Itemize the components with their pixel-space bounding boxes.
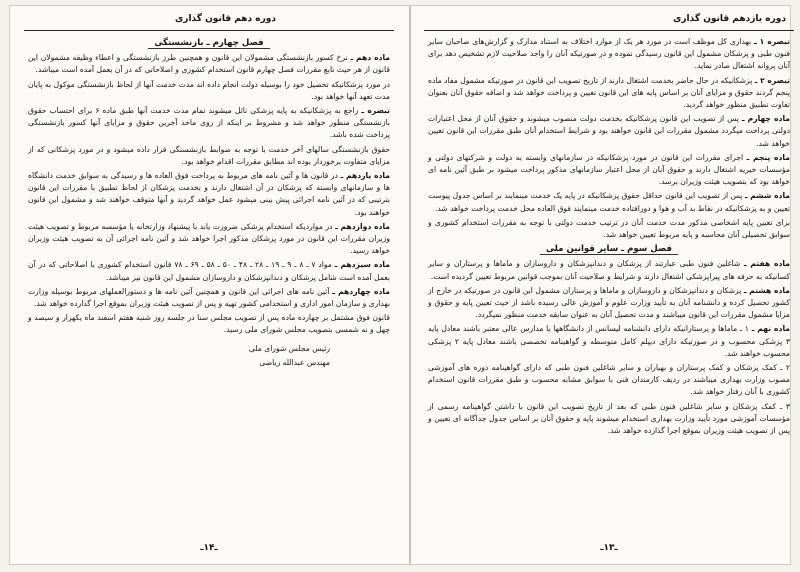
running-head-left — [24, 10, 394, 31]
ratification-statement: قانون فوق مشتمل بر چهارده ماده پس از تصویب مجلس سنا در جلسه روز شنبه هفتم اسفند ماه یکهزار و سیصد و چهل و نه شمسی بتصویب مجلس شورای ملی رسید. — [28, 313, 390, 335]
article-8: ماده هشتم ـ پزشکان و دندانپزشکان و داروسازان و ماماها و پرستاران مشمول این قانون در صورتیکه در خارج از کشور تحصیل کرده و دانشنامه آنان به تأیید وزارت علوم و آموزش عالی رسیده باشد از حیث تعیین پایه و حقوق و مزایا مشمول مقررات این قانون میباشند و مدت تحصیل آنان به عنوان سابقه خدمت منظور نمیگردد. — [428, 285, 790, 320]
running-head-title-left: دوره دهم قانون گذاری — [175, 14, 276, 24]
book-gutter — [409, 6, 411, 564]
signature-block — [28, 343, 390, 369]
article-9-clause-2: ۲ ـ کمک پزشکان و کمک پرستاران و بهیاران و سایر شاغلین فنون طبی که دارای گواهینامه دوره های آموزشی مصوب وزارت بهداری میباشند در ردیف کارمندان فنی با سوابق مشابه محسوب و طبق مقررات قانون استخدام کشوری با آنان رفتار خواهد شد. — [428, 363, 790, 397]
article-4: ماده چهارم ـ پس از تصویب این قانون پزشکانیکه بخدمت دولت منصوب میشوند و حقوق آنان از محل اعتبارات دولتی پرداخت میگردد مشمول مقررات این قانون خواهند بود و شرایط استخدام آنان طبق مقررات این قانون تعیین خواهد شد. — [428, 114, 791, 148]
page-number-left: ـ۱۴ـ — [200, 542, 218, 553]
running-head-title-right: دوره یازدهم قانون گذاری — [673, 14, 786, 24]
left-page — [24, 6, 394, 564]
note-2: تبصره ۲ ـ پزشکانیکه در حال حاضر بخدمت اشتغال دارند از تاریخ تصویب این قانون در صورتیکه مشمول مفاد ماده پنجم گردند حقوق و مزایای آنان بر اساس پایه های این قانون تعیین و پرداخت خواهد شد و اضافه حقوق آنان بعنوان تفاوت تطبیق منظور خواهد گردید. — [428, 75, 791, 110]
article-10: ماده دهم ـ نرخ کسور بازنشستگی مشمولان این قانون و همچنین طرز بازنشستگی و اعطاء وظیفه مشمولان این قانون از هر حیث تابع مقررات فصل چهارم قانون استخدام کشوری و اصلاحاتی که در آن بعمل آمده است میباشد. — [28, 53, 391, 75]
section-title-left: فصل چهارم ـ بازنشستگی — [28, 37, 390, 49]
article-9-clause-1: ماده نهم ـ ۱ ـ ماماها و پرستارانیکه دارای دانشنامه لیسانس از دانشگاهها یا مدارس عالی معتبر باشند معادل پایه ۳ پزشکی محسوب و در صورتیکه دارای دیپلم کامل متوسطه و گواهینامه تخصصی باشند معادل پایه ۲ پزشکی محسوب خواهند شد. — [428, 324, 790, 358]
page-number-right: ـ۱۳ـ — [600, 542, 618, 553]
article-11: ماده یازدهم ـ در قانون ها و آئین نامه های مربوط به پرداخت فوق العاده ها و رسیدگی به سوابق خدمت دانشگاه ها و سازمانهای وابسته که پزشکان در آن اشتغال دارند و بخدمت پزشکان از لحاظ تطبیق با مقررات این قانون بترتیبی که در آئین نامه اجرائی پیش بینی میشود عمل خواهد گردید و آنها متوقف خواهند شد و مشمول این قانون خواهند بود. — [28, 171, 390, 217]
article-14: ماده چهاردهم ـ آئین نامه های اجرائی این قانون و همچنین آئین نامه ها و دستورالعملهای مربوط بوسیله وزارت بهداری و سازمان امور اداری و استخدامی کشور تهیه و پس از تصویب هیئت وزیران بموقع اجرا گذارده خواهد شد. — [28, 286, 390, 309]
section-title-right: فصل سوم ـ سایر قوانین ملی — [428, 243, 790, 255]
article-6-cont: برای تعیین پایه اشخاصی مذکور مدت خدمت آنان در ترتیب خدمت دولتی با توجه به مقررات استخدام کشوری و سوابق تحصیلی آنان محاسبه و پایه مربوط تعیین خواهد شد. — [428, 217, 790, 240]
article-5: ماده پنجم ـ اجرای مقررات این قانون در مورد پزشکانیکه در سازمانهای وابسته به دولت و شرکتهای دولتی و مؤسسات خیریه اشتغال دارند و حقوق آنان از محل اعتبار سازمانهای مذکور پرداخت میشود بر طبق آئین نامه ای خواهد بود که بتصویب هیئت وزیران برسد. — [428, 152, 790, 187]
note-10: تبصره ـ راجع به پزشکانیکه به پایه پزشکی نائل میشوند تمام مدت خدمت آنها طبق ماده ۶ برای احتساب حقوق بازنشستگی منظور خواهد شد و مشروط بر اینکه از روی ماخذ آخرین حقوق و مزایای آنها کسور بازنشستگی پرداخت شده باشد. — [28, 106, 391, 140]
article-7: ماده هفتم ـ شاغلین فنون طبی عبارتند از پزشکان و دندانپزشکان و داروسازان و ماماها و پرستاران و سایر کسانیکه به حرفه های پیراپزشکی اشتغال دارند و شرایط و صلاحیت آنان بموجب قوانین مربوط تعیین گردیده است. — [428, 259, 790, 281]
running-head-right — [424, 10, 794, 31]
article-10-cont: در مورد پزشکانیکه تحصیل خود را بوسیله دولت انجام داده اند مدت خدمت آنها از لحاظ بازنشستگی موکول به پایان مدت تعهد آنها خواهد بود. — [28, 79, 390, 101]
right-page-body — [428, 36, 790, 439]
note-1: تبصره ۱ ـ بهداری کل موظف است در مورد هر یک از موارد اختلاف به استناد مدارک و گزارش‌های صاحبان سایر فنون طبی و پزشکان مشمول این قانون رسیدگی نموده و در صورتیکه آنان را واجد صلاحیت لازم تشخیص دهد برای آنان پروانه اشتغال صادر نماید. — [428, 37, 790, 71]
article-13: ماده سیزدهم ـ مواد ۷ ـ ۸ ـ ۹ ـ ۱۹ ـ ۲۸ ـ ۴۸ ـ ۵۰ ـ ۵۸ ـ ۶۹ ـ ۷۸ قانون استخدام کشوری با اصلاحاتی که در آن بعمل آمده است شامل پزشکان و دندانپزشکان و داروسازان مشمول این قانون نیز میباشد. — [28, 260, 390, 282]
signature-title: رئیس مجلس شورای ملی — [248, 343, 330, 353]
book-spread — [10, 6, 790, 564]
note-10-cont: حقوق بازنشستگی سالهای آخر خدمت با توجه به ضوابط بازنشستگی قرار داده میشود و در مورد پزشکانی که از مزایای متفاوت برخوردار بوده اند مطابق مقررات اقدام خواهد بود. — [28, 144, 390, 166]
article-6: ماده ششم ـ پس از تصویب این قانون حداقل حقوق پزشکانیکه در پایه یک خدمت مینمایند بر اساس جدول پیوست تعیین و به پزشکانیکه در نقاط بد آب و هوا و دورافتاده خدمت مینمایند فوق العاده محل خدمت پرداخت خواهد شد. — [428, 191, 791, 213]
right-page — [424, 6, 794, 564]
signature-name: مهندس عبدالله ریاضی — [259, 357, 330, 367]
article-9-clause-3: ۳ ـ کمک پزشکان و سایر شاغلین فنون طبی که بعد از تاریخ تصویب این قانون با داشتن گواهینامه رسمی از مؤسسات آموزشی مورد تأیید وزارت بهداری استخدام میشوند پایه و حقوق آنان بر اساس جدول جداگانه ای تعیین و پس از تصویب هیئت وزیران بموقع اجرا گذارده خواهد شد. — [428, 401, 790, 436]
article-12: ماده دوازدهم ـ در مواردیکه استخدام پزشکی ضرورت یابد با پیشنهاد وزارتخانه یا مؤسسه مربوط و تصویب هیئت وزیران مقررات این قانون در مورد پزشکان مذکور اجرا خواهد شد و آئین نامه اجرائی آن به تصویب هیئت وزیران خواهد رسید. — [28, 221, 391, 256]
left-page-body — [28, 36, 390, 371]
